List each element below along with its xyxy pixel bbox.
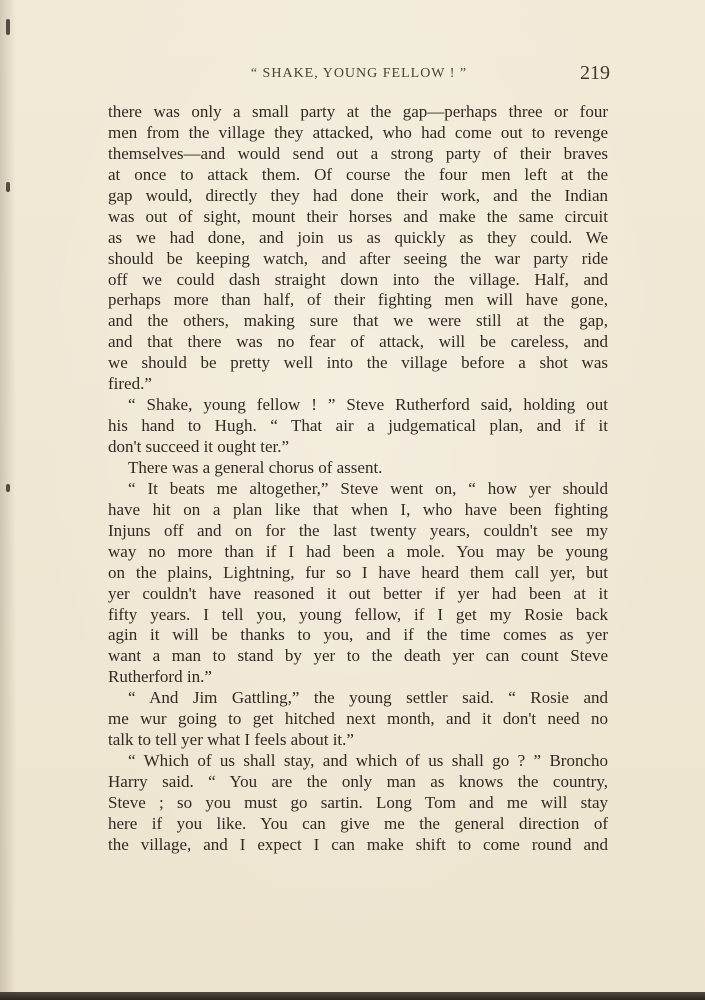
page-number: 219 bbox=[580, 62, 610, 84]
text-line: his hand to Hugh. “ That air a judgematical plan, and if it bbox=[108, 416, 608, 436]
text-line: “ Shake, young fellow ! ” Steve Rutherford said, holding out bbox=[128, 395, 608, 415]
text-line: Injuns off and on for the last twenty years, couldn't see my bbox=[108, 520, 608, 540]
text-line: don't succeed it ought ter.” bbox=[108, 437, 290, 456]
text-line: talk to tell yer what I feels about it.” bbox=[108, 730, 354, 750]
text-line: themselves—and would send out a strong party of their braves bbox=[108, 143, 608, 163]
scan-bottom-edge bbox=[0, 992, 705, 1000]
page-gutter-shadow bbox=[0, 0, 16, 1000]
text-line: Rutherford in.” bbox=[108, 667, 212, 687]
margin-mark bbox=[6, 484, 10, 492]
text-line: as we had done, and join us as quickly as they could. We bbox=[108, 227, 608, 247]
text-line: fired.” bbox=[108, 374, 152, 394]
text-line: “ Which of us shall stay, and which of us shall go ? ” Broncho bbox=[128, 751, 608, 771]
text-line: There was a general chorus of assent. bbox=[128, 457, 383, 477]
text-line: we should be pretty well into the village before a shot was bbox=[108, 353, 608, 373]
text-line: off we could dash straight down into the village. Half, and bbox=[108, 269, 608, 289]
running-title: “ SHAKE, YOUNG FELLOW ! ” bbox=[250, 66, 468, 81]
page-header bbox=[108, 64, 610, 88]
margin-mark bbox=[6, 19, 10, 35]
text-line: Steve ; so you must go sartin. Long Tom and me will stay bbox=[108, 792, 608, 812]
text-line: agin it will be thanks to you, and if the time comes as yer bbox=[108, 625, 608, 645]
text-line: fifty years. I tell you, young fellow, if I get my Rosie back bbox=[108, 604, 608, 624]
text-line: Harry said. “ You are the only man as knows the country, bbox=[108, 772, 608, 791]
text-line: perhaps more than half, of their fighting men will have gone, bbox=[108, 290, 608, 310]
text-line: on the plains, Lightning, fur so I have heard them call yer, but bbox=[108, 562, 608, 582]
text-line: men from the village they attacked, who had come out to revenge bbox=[108, 122, 608, 142]
text-line: yer couldn't have reasoned it out better if yer had been at it bbox=[108, 583, 608, 603]
text-line: and that there was no fear of attack, will be careless, and bbox=[108, 332, 608, 352]
text-line: me wur going to get hitched next month, and it don't need no bbox=[108, 709, 608, 729]
text-line: should be keeping watch, and after seeing the war party ride bbox=[108, 248, 608, 268]
text-line: want a man to stand by yer to the death yer can count Steve bbox=[108, 646, 608, 666]
text-line: have hit on a plan like that when I, who have been fighting bbox=[108, 499, 608, 519]
text-line: way no more than if I had been a mole. You may be young bbox=[108, 541, 608, 561]
text-line: the village, and I expect I can make shift to come round and bbox=[108, 834, 608, 854]
text-line: gap would, directly they had done their work, and the Indian bbox=[108, 185, 608, 205]
margin-mark bbox=[6, 182, 10, 192]
text-line: at once to attack them. Of course the four men left at the bbox=[108, 164, 608, 184]
text-line: here if you like. You can give me the general direction of bbox=[108, 813, 608, 833]
text-line: and the others, making sure that we were still at the gap, bbox=[108, 311, 608, 331]
text-line: was out of sight, mount their horses and make the same circuit bbox=[108, 206, 608, 226]
body-text bbox=[108, 102, 608, 856]
text-line: “ And Jim Gattling,” the young settler said. “ Rosie and bbox=[128, 688, 608, 708]
text-line: “ It beats me altogether,” Steve went on, “ how yer should bbox=[128, 478, 608, 498]
text-line: there was only a small party at the gap—perhaps three or four bbox=[108, 102, 608, 121]
